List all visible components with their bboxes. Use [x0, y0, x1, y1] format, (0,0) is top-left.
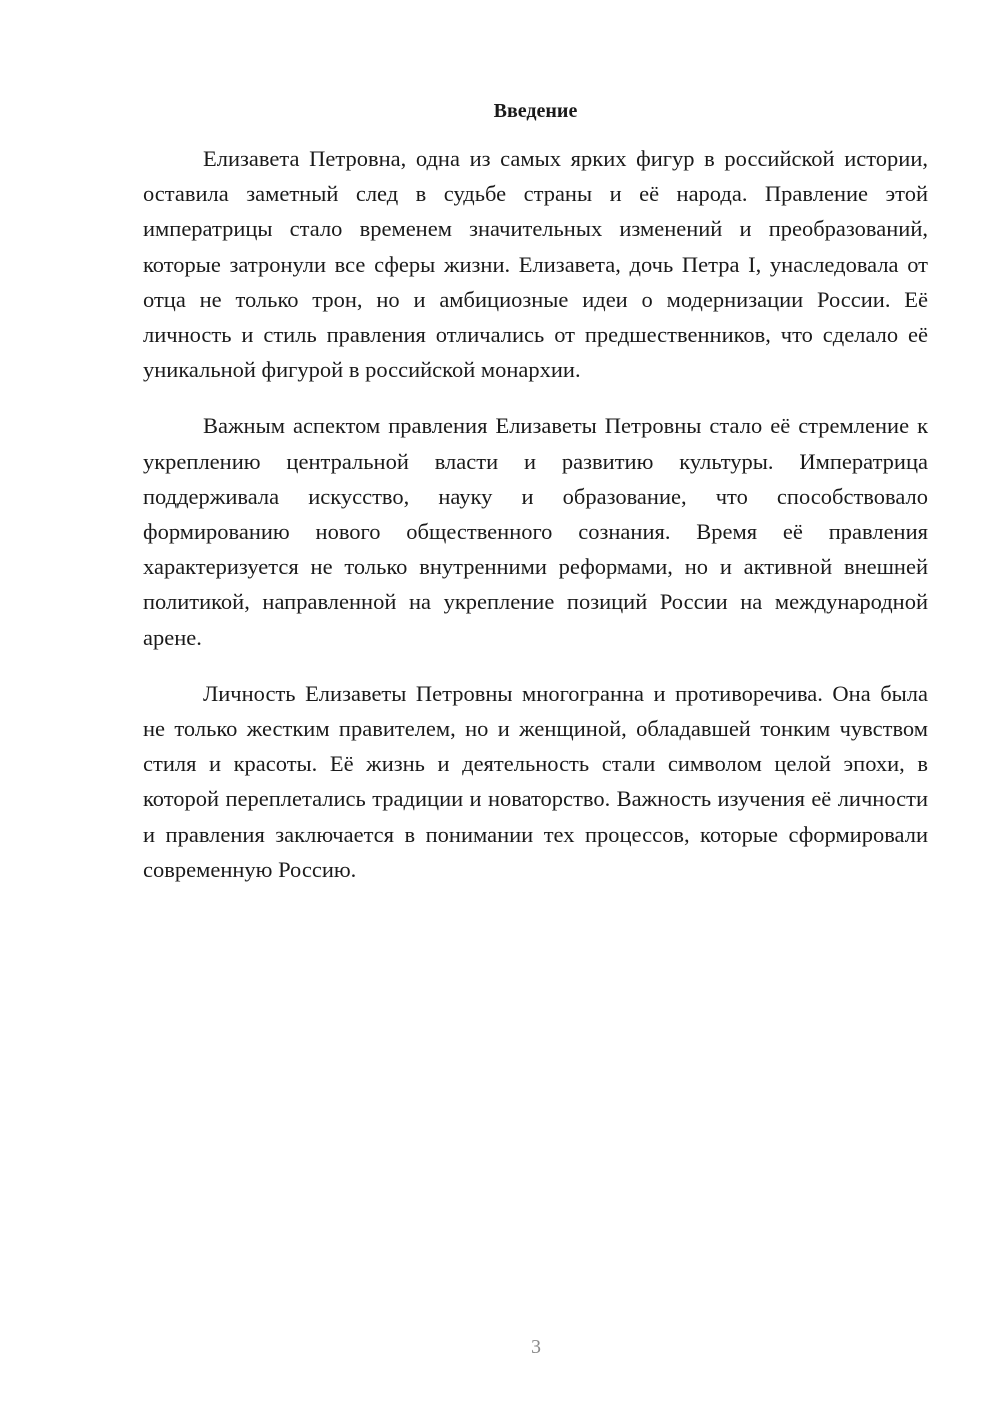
paragraph-3: Личность Елизаветы Петровны многогранна и противоречива. Она была не только жестким правителем, но и женщиной, обладавшей тонким чувством стиля и красоты. Её жизнь и деятельность стали символом целой эпохи, в которой переплетались традиции и новаторство. Важность изучения её личности и правления заключается в понимании тех процессов, которые сформировали современную Россию.: [143, 680, 928, 882]
document-body: [143, 141, 928, 908]
page-number: 3: [531, 1336, 541, 1358]
paragraph-2: Важным аспектом правления Елизаветы Петровны стало её стремление к укреплению центральной власти и развитию культуры. Императрица поддерживала искусство, науку и образование, что способствовало формированию нового общественного сознания. Время её правления характеризуется не только внутренними реформами, но и активной внешней политикой, направленной на укрепление позиций России на международной арене.: [143, 413, 928, 650]
page-title: Введение: [493, 100, 578, 122]
paragraph-1: Елизавета Петровна, одна из самых ярких фигур в российской истории, оставила заметный след в судьбе страны и её народа. Правление этой императрицы стало временем значительных изменений и преобразований, которые затронули все сферы жизни. Елизавета, дочь Петра I, унаследовала от отца не только трон, но и амбициозные идеи о модернизации России. Её личность и стиль правления отличались от предшественников, что сделало её уникальной фигурой в российской монархии.: [143, 146, 928, 383]
